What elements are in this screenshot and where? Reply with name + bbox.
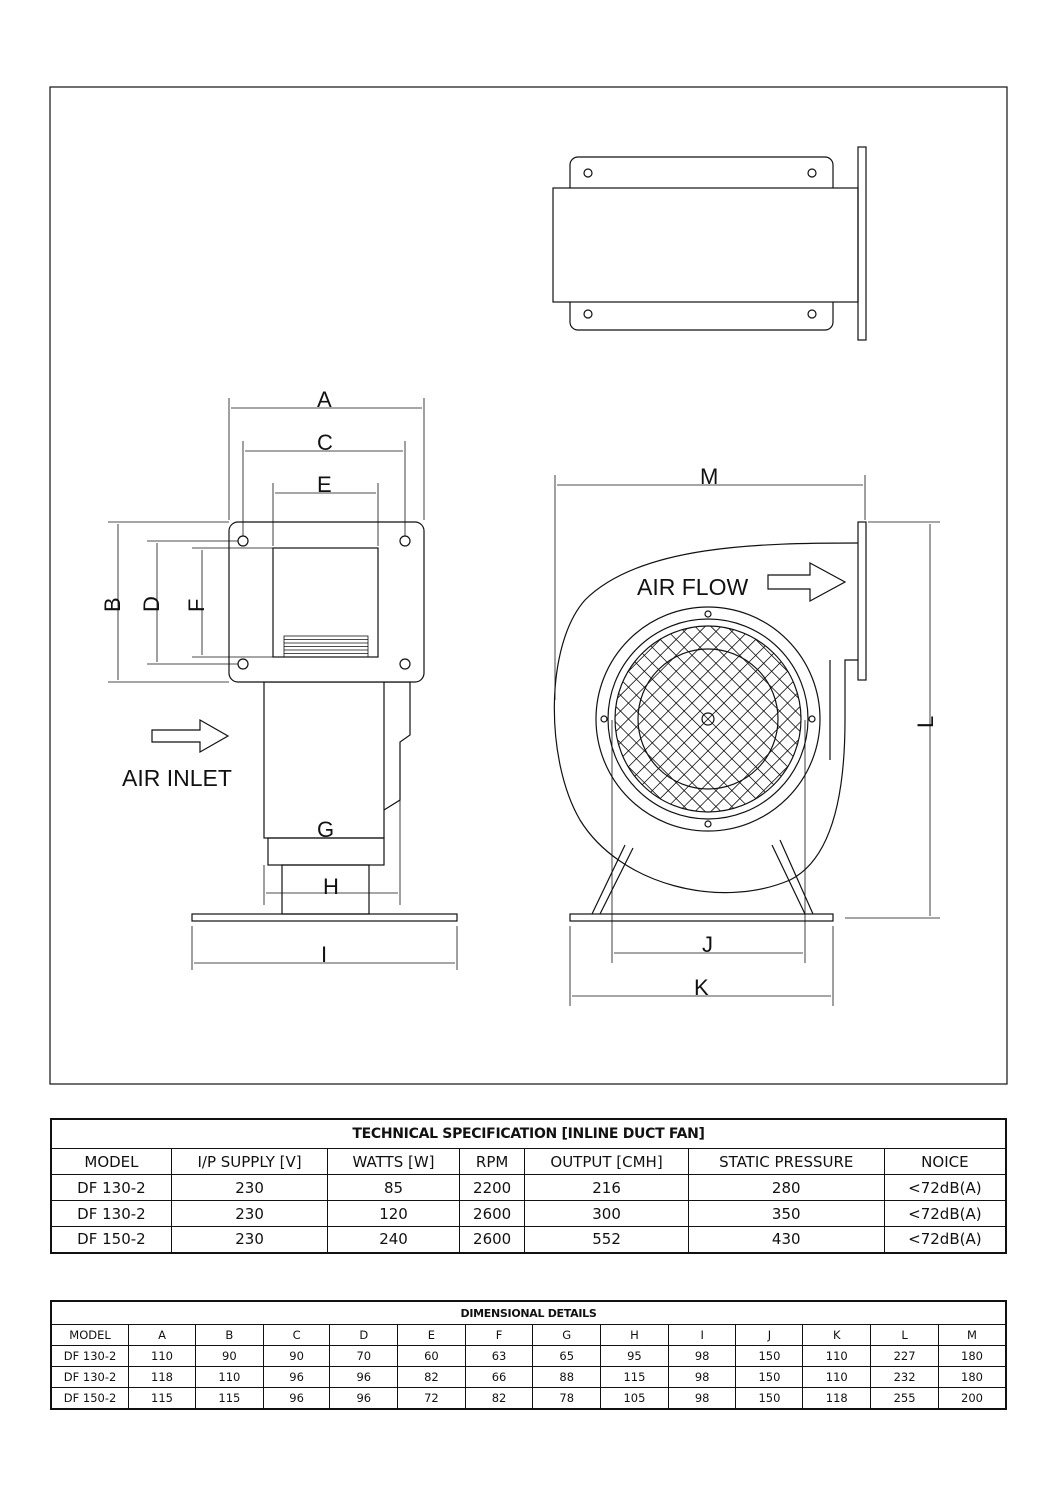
table-row <box>51 1367 1006 1388</box>
dim-label-j: J <box>702 932 713 957</box>
table-cell: 98 <box>668 1388 736 1409</box>
column-header: D <box>330 1325 398 1346</box>
column-header: MODEL <box>51 1325 129 1346</box>
table-cell: 110 <box>129 1346 196 1367</box>
table-cell: DF 130-2 <box>51 1367 129 1388</box>
table-cell: DF 150-2 <box>51 1388 129 1409</box>
table-cell: 118 <box>129 1367 196 1388</box>
table-cell: 350 <box>688 1201 884 1227</box>
dim-label-e: E <box>317 472 332 497</box>
column-header: K <box>803 1325 871 1346</box>
table-cell: 240 <box>328 1227 460 1253</box>
table-cell: 88 <box>533 1367 601 1388</box>
technical-specification-table <box>50 1118 1007 1254</box>
table-cell: 230 <box>171 1227 327 1253</box>
table-row <box>51 1346 1006 1367</box>
table-cell: 96 <box>263 1388 330 1409</box>
table-row <box>51 1227 1006 1253</box>
column-header: I <box>668 1325 736 1346</box>
dim-table-title: DIMENSIONAL DETAILS <box>51 1301 1006 1325</box>
table-cell: 2600 <box>459 1201 525 1227</box>
dim-label-h: H <box>323 874 339 899</box>
dim-label-f: F <box>184 598 209 612</box>
table-cell: 90 <box>195 1346 263 1367</box>
drawing-frame <box>50 87 1007 1084</box>
table-cell: 2600 <box>459 1227 525 1253</box>
column-header: STATIC PRESSURE <box>688 1149 884 1175</box>
dim-label-m: M <box>700 464 719 489</box>
dim-label-g: G <box>317 817 335 842</box>
column-header: B <box>195 1325 263 1346</box>
table-cell: 150 <box>736 1388 803 1409</box>
table-cell: 230 <box>171 1175 327 1201</box>
column-header: C <box>263 1325 330 1346</box>
table-cell: 105 <box>601 1388 669 1409</box>
table-cell: 115 <box>195 1388 263 1409</box>
dim-label-l: L <box>913 715 938 728</box>
table-cell: 98 <box>668 1367 736 1388</box>
table-cell: 95 <box>601 1346 669 1367</box>
table-cell: 150 <box>736 1367 803 1388</box>
table-cell: <72dB(A) <box>884 1201 1006 1227</box>
column-header: H <box>601 1325 669 1346</box>
table-cell: 96 <box>263 1367 330 1388</box>
table-cell: 115 <box>601 1367 669 1388</box>
table-cell: 66 <box>465 1367 533 1388</box>
table-cell: 232 <box>871 1367 939 1388</box>
air-flow-arrow-icon <box>768 563 845 601</box>
table-cell: 96 <box>330 1367 398 1388</box>
table-cell: 2200 <box>459 1175 525 1201</box>
table-cell: 110 <box>803 1346 871 1367</box>
column-header: A <box>129 1325 196 1346</box>
column-header: RPM <box>459 1149 525 1175</box>
column-header: G <box>533 1325 601 1346</box>
table-cell: 180 <box>939 1367 1007 1388</box>
column-header: OUTPUT [CMH] <box>525 1149 688 1175</box>
air-inlet-arrow-icon <box>152 720 228 752</box>
air-inlet-label: AIR INLET <box>122 765 232 791</box>
dim-label-k: K <box>694 975 709 1000</box>
table-cell: 72 <box>398 1388 466 1409</box>
table-cell: 90 <box>263 1346 330 1367</box>
table-cell: 78 <box>533 1388 601 1409</box>
table-cell: 255 <box>871 1388 939 1409</box>
column-header: F <box>465 1325 533 1346</box>
table-cell: 552 <box>525 1227 688 1253</box>
dim-label-i: I <box>321 942 328 967</box>
side-view <box>554 464 940 1006</box>
front-view <box>100 387 457 970</box>
table-cell: 200 <box>939 1388 1007 1409</box>
column-header: MODEL <box>51 1149 171 1175</box>
column-header: M <box>939 1325 1007 1346</box>
top-view <box>553 147 866 340</box>
table-cell: 118 <box>803 1388 871 1409</box>
table-cell: <72dB(A) <box>884 1175 1006 1201</box>
table-cell: 180 <box>939 1346 1007 1367</box>
table-cell: DF 130-2 <box>51 1201 171 1227</box>
table-cell: 280 <box>688 1175 884 1201</box>
dimensional-details-table <box>50 1300 1007 1410</box>
table-cell: 115 <box>129 1388 196 1409</box>
spec-table-title: TECHNICAL SPECIFICATION [INLINE DUCT FAN] <box>51 1119 1006 1149</box>
table-cell: DF 130-2 <box>51 1346 129 1367</box>
table-cell: 98 <box>668 1346 736 1367</box>
table-cell: DF 130-2 <box>51 1175 171 1201</box>
table-row <box>51 1201 1006 1227</box>
table-cell: 110 <box>803 1367 871 1388</box>
table-cell: <72dB(A) <box>884 1227 1006 1253</box>
table-cell: 65 <box>533 1346 601 1367</box>
column-header: J <box>736 1325 803 1346</box>
column-header: NOICE <box>884 1149 1006 1175</box>
table-cell: 110 <box>195 1367 263 1388</box>
table-row <box>51 1175 1006 1201</box>
dim-label-c: C <box>317 430 333 455</box>
table-cell: 85 <box>328 1175 460 1201</box>
table-cell: 70 <box>330 1346 398 1367</box>
column-header: WATTS [W] <box>328 1149 460 1175</box>
dim-label-d: D <box>139 596 164 612</box>
table-cell: 82 <box>465 1388 533 1409</box>
table-cell: 430 <box>688 1227 884 1253</box>
table-cell: 227 <box>871 1346 939 1367</box>
table-row <box>51 1388 1006 1409</box>
table-cell: 300 <box>525 1201 688 1227</box>
table-cell: 82 <box>398 1367 466 1388</box>
table-cell: 63 <box>465 1346 533 1367</box>
table-cell: 150 <box>736 1346 803 1367</box>
table-cell: 216 <box>525 1175 688 1201</box>
table-cell: 120 <box>328 1201 460 1227</box>
table-cell: 230 <box>171 1201 327 1227</box>
dim-label-a: A <box>317 387 332 412</box>
column-header: L <box>871 1325 939 1346</box>
air-flow-label: AIR FLOW <box>637 574 749 600</box>
dim-label-b: B <box>100 597 125 612</box>
table-cell: DF 150-2 <box>51 1227 171 1253</box>
dim-table-header <box>51 1325 1006 1346</box>
spec-table-header <box>51 1149 1006 1175</box>
column-header: E <box>398 1325 466 1346</box>
table-cell: 96 <box>330 1388 398 1409</box>
column-header: I/P SUPPLY [V] <box>171 1149 327 1175</box>
table-cell: 60 <box>398 1346 466 1367</box>
